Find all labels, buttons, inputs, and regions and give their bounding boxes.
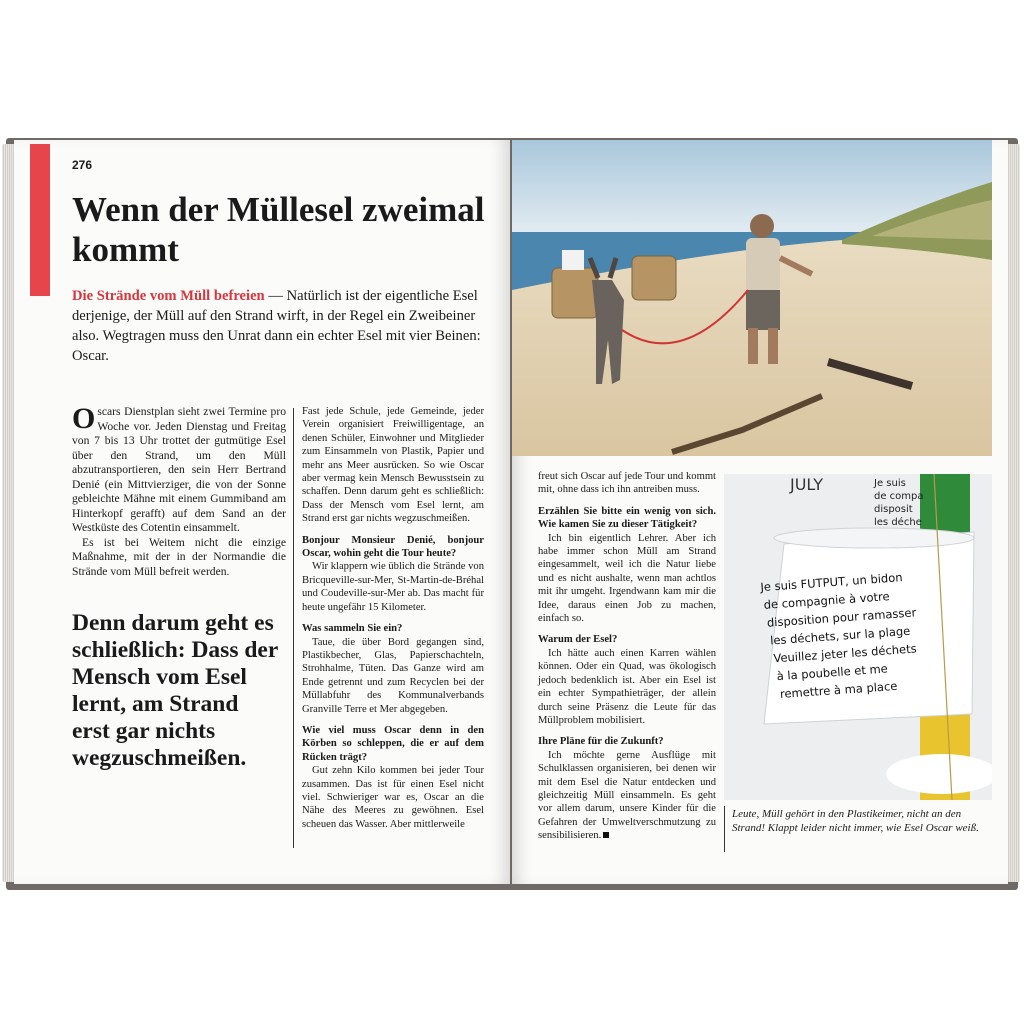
interview-question: Was sammeln Sie ein? bbox=[302, 623, 403, 635]
paragraph: Oscars Dienstplan sieht zwei Termine pro Woche vor. Jeden Dienstag und Freitag von 7 bis 13 Uhr trottet der gutmütige Esel über den Strand, um den Müll abzutransportieren, den sein Herr Bertrand Denié (ein Mittvierziger, die von der Sonne gebleichte Mähne mit einem Gummiband am Hinterkopf gerafft) auf dem Sand an der Westküste des Cotentin einsammelt. bbox=[72, 402, 286, 534]
bucket-text-line: remettre à ma place bbox=[779, 678, 898, 701]
column-divider bbox=[293, 408, 294, 848]
interview-answer: Ich möchte gerne Ausflüge mit Schulklassen organisieren, bei denen wir mit dem Esel die Natur entdecken und gleichzeitig Müll einsammeln. Es geht vor allem darum, unsere Kinder für die Gefahren der Umweltverschmutzung zu sensibilisieren. bbox=[538, 749, 716, 842]
page-number: 276 bbox=[72, 158, 93, 172]
bucket-text-line: Je suis FUTPUT, un bidon bbox=[759, 570, 903, 595]
sign-text-line: Je suis bbox=[874, 478, 906, 489]
accent-bar bbox=[30, 144, 50, 296]
photo-caption: Leute, Müll gehört in den Plastikeimer, nicht an den Strand! Klappt leider nicht immer, wie Esel Oscar weiß. bbox=[732, 808, 979, 834]
article-headline: Wenn der Müllesel zweimal kommt bbox=[72, 190, 485, 269]
drop-cap: O bbox=[72, 402, 96, 435]
interview-question: Erzählen Sie bitte ein wenig von sich. Wie kamen Sie zu dieser Tätigkeit? bbox=[538, 505, 716, 531]
bucket-text-line: à la poubelle et me bbox=[776, 661, 889, 684]
bucket-photo bbox=[724, 474, 992, 800]
interview-question: Bonjour Monsieur Denié, bonjour Oscar, wohin geht die Tour heute? bbox=[302, 534, 484, 560]
bucket-text-line: de compagnie à votre bbox=[763, 589, 890, 612]
beach-donkey-photo bbox=[512, 140, 992, 456]
lead-text: — Natürlich ist der eigentliche Esel derjenige, der Müll auf den Strand wirft, in der Regel ein Zweibeiner also. Wegtragen muss den Unrat dann ein echter Esel mit vier Beinen: Oscar. bbox=[72, 288, 481, 364]
bucket-text-line: Veuillez jeter les déchets bbox=[772, 641, 918, 666]
sign-text-line: de compa bbox=[874, 491, 924, 502]
sign-text-line: disposit bbox=[874, 504, 913, 515]
lead-kicker: Die Strände vom Müll befreien bbox=[72, 288, 265, 304]
sign-text-line: les déche bbox=[874, 517, 922, 528]
interview-answer: Ich bin eigentlich Lehrer. Aber ich habe immer schon Müll am Strand eingesammelt, weil ich die Natur liebe und es nicht aushalte, wenn man achtlos mit ihr umgeht. Irgendwann kam mir die Idee, daraus einen Job zu machen, einfach so. bbox=[538, 532, 716, 625]
end-mark-icon bbox=[603, 832, 609, 838]
article-lead bbox=[72, 286, 482, 366]
paragraph: Es ist bei Weitem nicht die einzige Maßnahme, mit der in der Normandie die Strände vom Müll befreit werden. bbox=[72, 535, 286, 578]
text-column-1 bbox=[72, 402, 286, 579]
pull-quote: Denn darum geht es schließlich: Dass der Mensch vom Esel lernt, am Strand erst gar nichts wegzuschmeißen. bbox=[72, 610, 278, 771]
bucket-text-line: les déchets, sur la plage bbox=[769, 623, 911, 648]
interview-answer: Gut zehn Kilo kommen bei jeder Tour zusammen. Das ist für einen Esel nicht viel. Schwieriger war es, Oscar an die Nähe des Meeres zu gewöhnen. Esel scheuen das Wasser. Aber mittlerweile bbox=[302, 765, 484, 830]
page-edges-left bbox=[2, 144, 14, 882]
interview-question: Warum der Esel? bbox=[538, 634, 618, 646]
month-label: JULY bbox=[790, 475, 823, 494]
interview-question: Wie viel muss Oscar denn in den Körben so schleppen, die er auf dem Rücken trägt? bbox=[302, 724, 484, 763]
bucket-text-line: disposition pour ramasser bbox=[766, 605, 917, 630]
text-column-2 bbox=[302, 405, 484, 831]
page-edges-right bbox=[1008, 144, 1020, 882]
paragraph: freut sich Oscar auf jede Tour und kommt mit, ohne dass ich ihn antreiben muss. bbox=[538, 471, 716, 496]
interview-question: Ihre Pläne für die Zukunft? bbox=[538, 736, 664, 748]
paragraph: Fast jede Schule, jede Gemeinde, jeder Verein organisiert Freiwilligentage, an denen Schüler, Einwohner und Mitglieder zum Einsammeln von Plastik, Papier und mehr ans Meer ausrücken. So wie Oscar aber vermag kein Mensch Bewusstsein zu schaffen. Denn darum geht es schließlich: Dass der Mensch vom Esel lernt, am Strand erst gar nichts wegzuschmeißen. bbox=[302, 406, 484, 525]
interview-answer: Taue, die über Bord gegangen sind, Plastikbecher, Glas, Papierschachteln, Strohhalme, Tüten. Das Ganze wird am Ende getrennt und zum Recyclen bei der Müllabfuhr des Kommunalverbands Granville Terre et Mer abgegeben. bbox=[302, 636, 484, 715]
interview-answer: Wir klappern wie üblich die Strände von Bricqueville-sur-Mer, St-Martin-de-Bréhal und Coudeville-sur-Mer ab. Das macht für heute ungefähr 15 Kilometer. bbox=[302, 561, 484, 613]
text-column-3 bbox=[538, 470, 716, 843]
caption-divider bbox=[724, 806, 725, 852]
interview-answer: Ich hätte auch einen Karren wählen können. Oder ein Quad, was ökologisch jedoch bedenklich ist. Aber ein Esel ist ein echter Sympathieträger, der allein durch seine Präsenz die Leute für das Müllproblem mobilisiert. bbox=[538, 647, 716, 726]
